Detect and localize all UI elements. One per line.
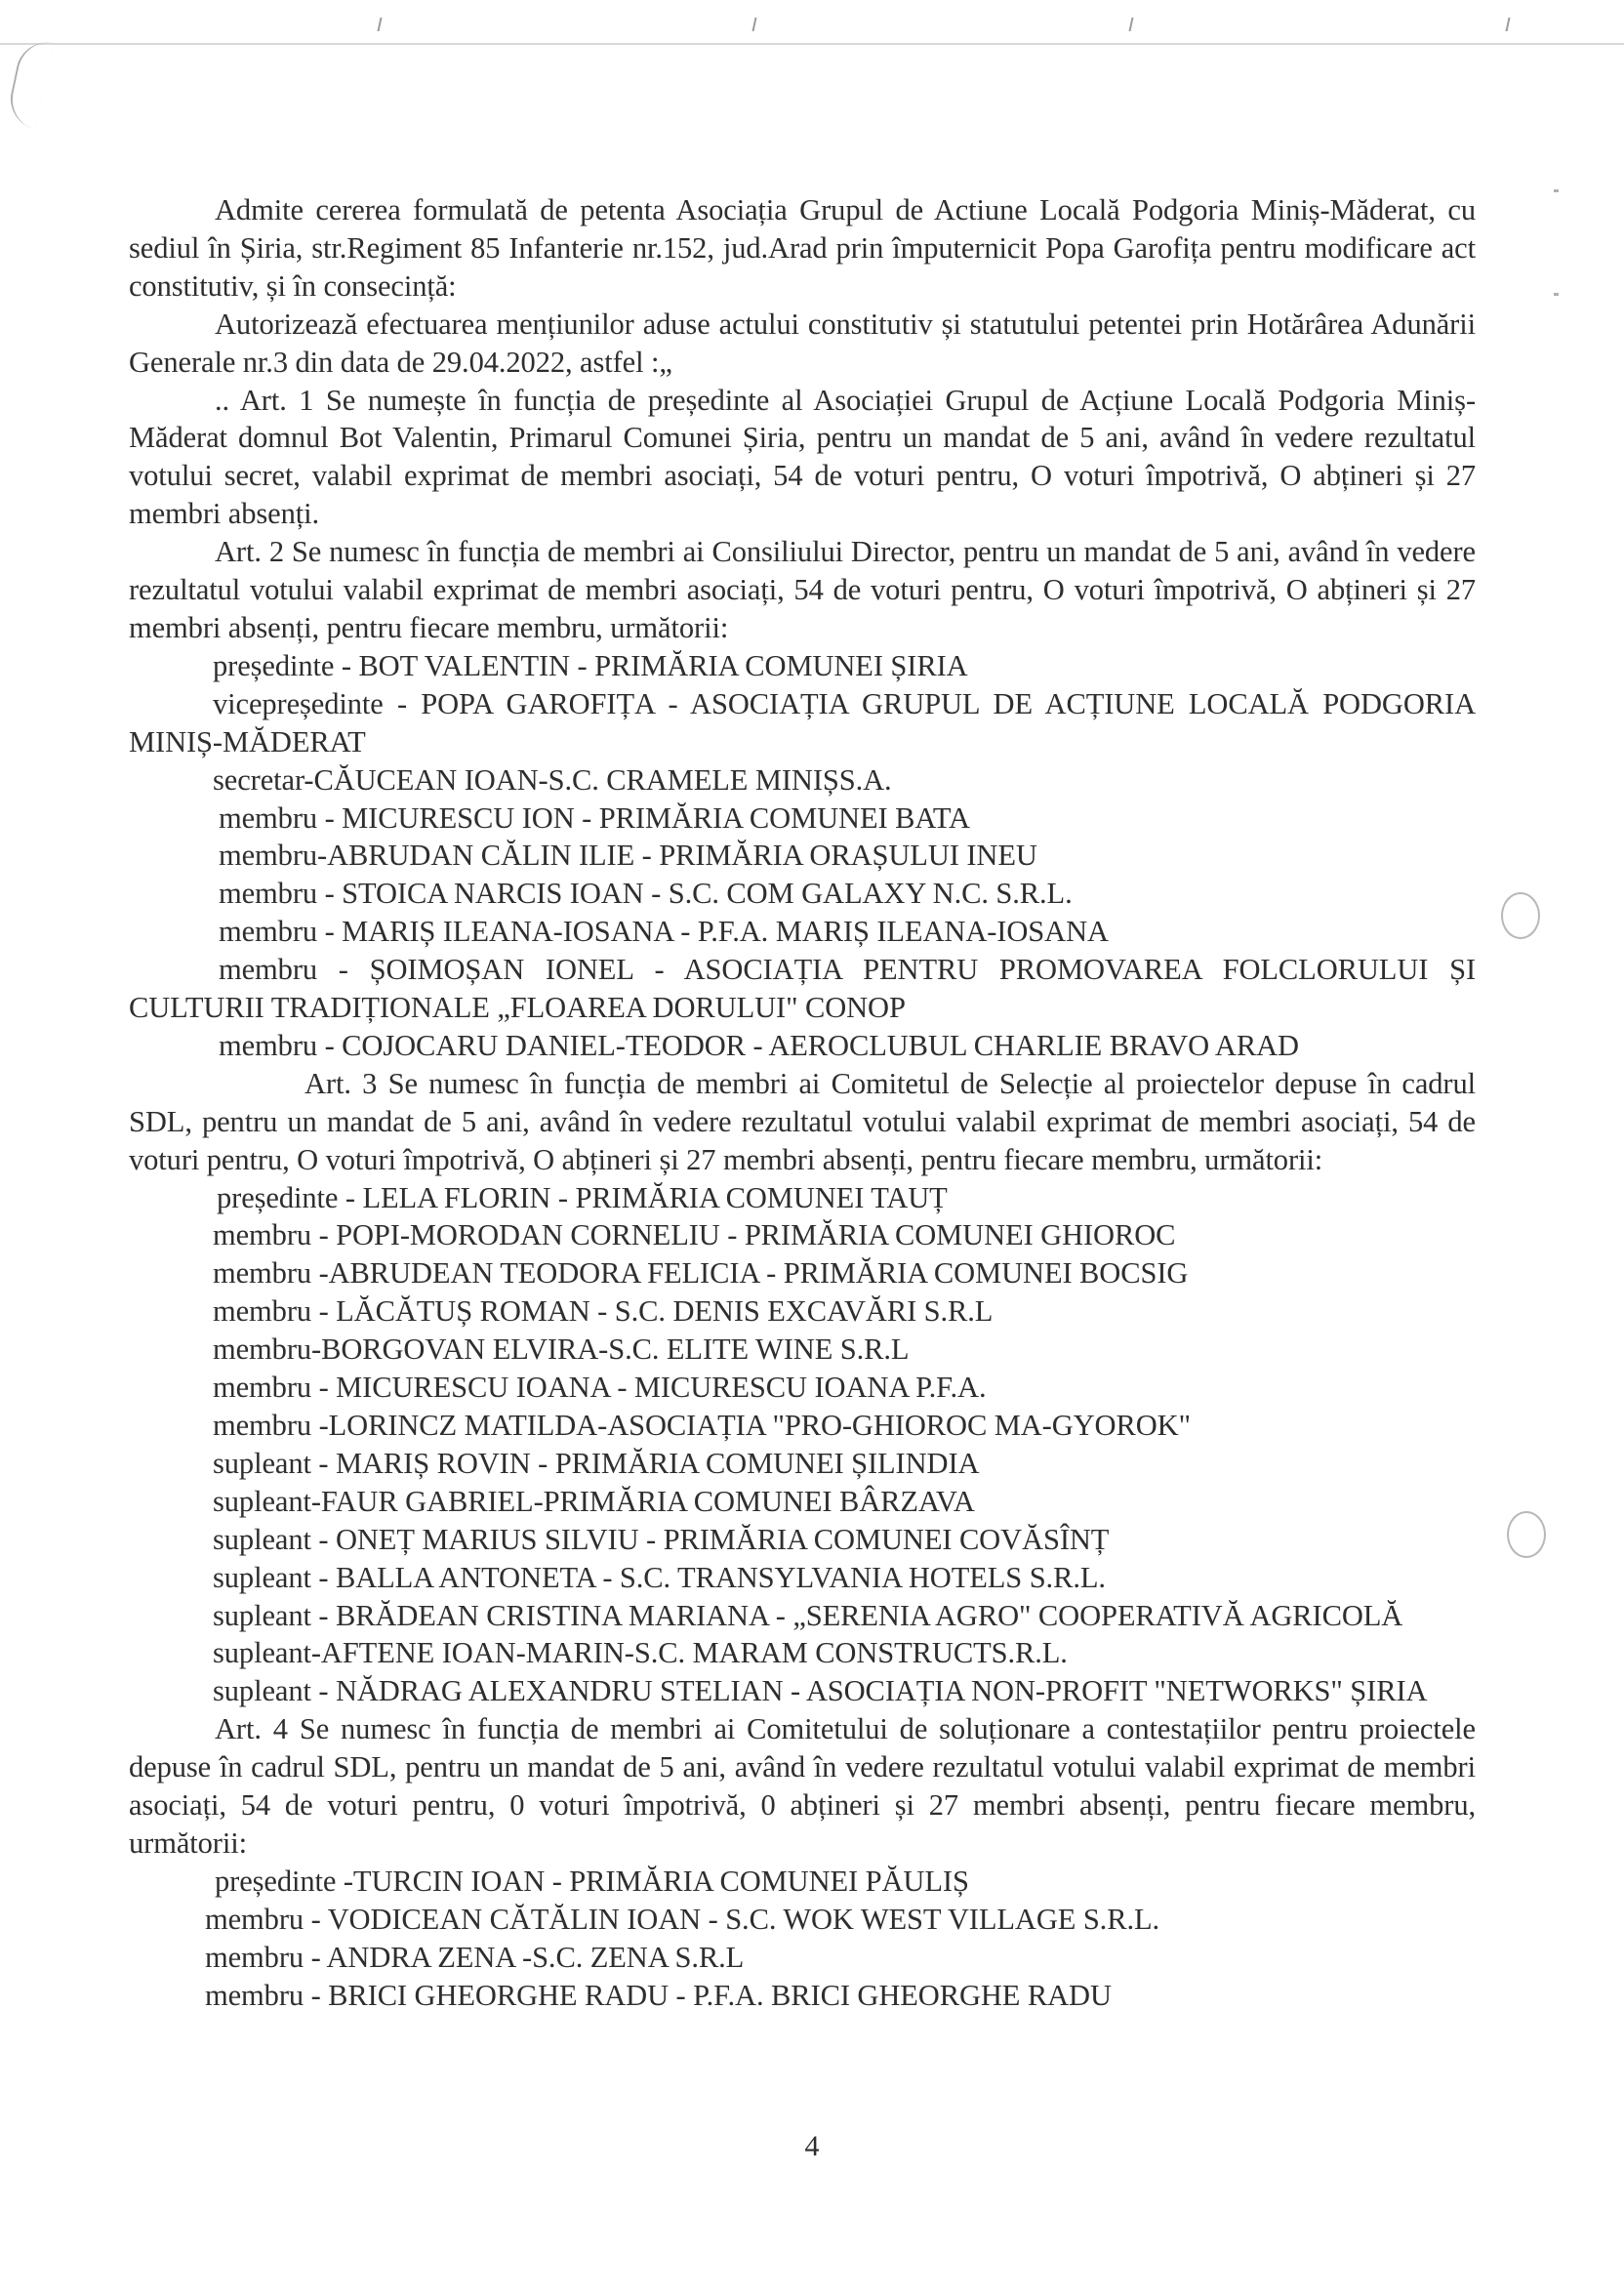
list-item: membru-ABRUDAN CĂLIN ILIE - PRIMĂRIA ORAȘULUI INEU — [219, 839, 1037, 873]
punch-hole-mark — [1501, 892, 1540, 939]
appeals-committee-list — [129, 1863, 1476, 2015]
council-members-list — [129, 647, 1476, 1065]
list-item: președinte - BOT VALENTIN - PRIMĂRIA COMUNEI ȘIRIA — [213, 648, 968, 682]
scan-tick-mark — [1506, 18, 1511, 31]
scan-corner-mark — [5, 37, 54, 130]
list-item: membru - BRICI GHEORGHE RADU - P.F.A. BRICI GHEORGHE RADU — [205, 1978, 1112, 2012]
authorization-paragraph: Autorizează efectuarea mențiunilor aduse actului constitutiv și statutului petentei prin Hotărârea Adunării Generale nr.3 din data de 29.04.2022, astfel :„ — [129, 307, 1476, 379]
article-3: Art. 3 Se numesc în funcția de membri ai Comitetul de Selecție al proiectelor depuse în cadrul SDL, pentru un mandat de 5 ani, având în vedere rezultatul votului valabil exprimat de membri asociați, 54 de voturi pentru, O voturi împotrivă, O abțineri și 27 membri absenți, pentru fiecare membru, următorii: — [129, 1066, 1476, 1176]
list-item: secretar-CĂUCEAN IOAN-S.C. CRAMELE MINIȘS.A. — [213, 762, 892, 797]
list-item: membru - VODICEAN CĂTĂLIN IOAN - S.C. WOK WEST VILLAGE S.R.L. — [205, 1902, 1160, 1936]
scan-tick-mark — [378, 18, 383, 31]
page-number: 4 — [804, 2130, 820, 2162]
list-item: supleant - MARIȘ ROVIN - PRIMĂRIA COMUNEI ȘILINDIA — [213, 1446, 980, 1480]
list-item: președinte - LELA FLORIN - PRIMĂRIA COMUNEI TAUȚ — [217, 1180, 948, 1214]
selection-committee-list — [129, 1179, 1476, 1711]
scan-speck — [1554, 189, 1559, 192]
scan-tick-mark — [1129, 18, 1134, 31]
list-item: membru - MICURESCU IOANA - MICURESCU IOANA P.F.A. — [213, 1371, 987, 1405]
list-item: supleant - NĂDRAG ALEXANDRU STELIAN - ASOCIAȚIA NON-PROFIT "NETWORKS" ȘIRIA — [213, 1674, 1428, 1708]
list-item: președinte -TURCIN IOAN - PRIMĂRIA COMUNEI PĂULIȘ — [215, 1864, 969, 1898]
list-item: supleant - BRĂDEAN CRISTINA MARIANA - „SERENIA AGRO" COOPERATIVĂ AGRICOLĂ — [213, 1598, 1403, 1632]
list-item: membru -ABRUDEAN TEODORA FELICIA - PRIMĂRIA COMUNEI BOCSIG — [213, 1256, 1189, 1291]
punch-hole-mark — [1507, 1511, 1546, 1558]
article-4: Art. 4 Se numesc în funcția de membri ai Comitetului de soluționare a contestațiilor pentru proiectele depuse în cadrul SDL, pentru un mandat de 5 ani, având în vedere rezultatul votului valabil exprimat de membri asociați, 54 de voturi pentru, 0 voturi împotrivă, 0 abțineri și 27 membri absenți, pentru fiecare membru, următorii: — [129, 1712, 1476, 1860]
scan-tick-mark — [752, 18, 757, 31]
list-item: membru - ȘOIMOȘAN IONEL - ASOCIAȚIA PENTRU PROMOVAREA FOLCLORULUI ȘI CULTURII TRADIȚIONALE „FLOAREA DORULUI" CONOP — [129, 953, 1476, 1025]
list-item: membru - MICURESCU ION - PRIMĂRIA COMUNEI BATA — [219, 800, 970, 835]
list-item: membru - MARIȘ ILEANA-IOSANA - P.F.A. MARIȘ ILEANA-IOSANA — [219, 915, 1109, 949]
list-item: supleant-FAUR GABRIEL-PRIMĂRIA COMUNEI BÂRZAVA — [213, 1484, 975, 1518]
scan-top-border — [0, 43, 1624, 45]
list-item: membru - ANDRA ZENA -S.C. ZENA S.R.L — [205, 1940, 745, 1974]
list-item: membru - POPI-MORODAN CORNELIU - PRIMĂRIA COMUNEI GHIOROC — [213, 1218, 1176, 1252]
list-item: membru - STOICA NARCIS IOAN - S.C. COM GALAXY N.C. S.R.L. — [219, 877, 1073, 911]
list-item: vicepreședinte - POPA GAROFIȚA - ASOCIAȚIA GRUPUL DE ACȚIUNE LOCALĂ PODGORIA MINIȘ-MĂDERAT — [129, 686, 1476, 758]
list-item: membru - COJOCARU DANIEL-TEODOR - AEROCLUBUL CHARLIE BRAVO ARAD — [219, 1028, 1299, 1062]
list-item: supleant - BALLA ANTONETA - S.C. TRANSYLVANIA HOTELS S.R.L. — [213, 1560, 1106, 1594]
scan-speck — [1554, 293, 1559, 296]
list-item: supleant-AFTENE IOAN-MARIN-S.C. MARAM CONSTRUCTS.R.L. — [213, 1636, 1068, 1670]
list-item: supleant - ONEȚ MARIUS SILVIU - PRIMĂRIA COMUNEI COVĂSÎNȚ — [213, 1522, 1110, 1556]
intro-paragraph: Admite cererea formulată de petenta Asociația Grupul de Actiune Locală Podgoria Miniș-Măderat, cu sediul în Șiria, str.Regiment 85 Infanterie nr.152, jud.Arad prin împuternicit Popa Garofița pentru modificare act constitutiv, și în consecință: — [129, 193, 1476, 303]
list-item: membru -LORINCZ MATILDA-ASOCIAȚIA "PRO-GHIOROC MA-GYOROK" — [213, 1409, 1191, 1442]
list-item: membru-BORGOVAN ELVIRA-S.C. ELITE WINE S.R.L — [213, 1332, 910, 1367]
decision-text — [129, 191, 1476, 2015]
list-item: membru - LĂCĂTUȘ ROMAN - S.C. DENIS EXCAVĂRI S.R.L — [213, 1294, 994, 1329]
article-1: .. Art. 1 Se numește în funcția de președinte al Asociației Grupul de Acțiune Locală Podgoria Miniș-Măderat domnul Bot Valentin, Primarul Comunei Șiria, pentru un mandat de 5 ani, având în vedere rezultatul votului secret, valabil exprimat de membri asociați, 54 de voturi pentru, O voturi împotrivă, O abțineri și 27 membri absenți. — [129, 383, 1476, 531]
article-2: Art. 2 Se numesc în funcția de membri ai Consiliului Director, pentru un mandat de 5 ani, având în vedere rezultatul votului valabil exprimat de membri asociați, 54 de voturi pentru, O voturi împotrivă, O abțineri și 27 membri absenți, pentru fiecare membru, următorii: — [129, 535, 1476, 644]
